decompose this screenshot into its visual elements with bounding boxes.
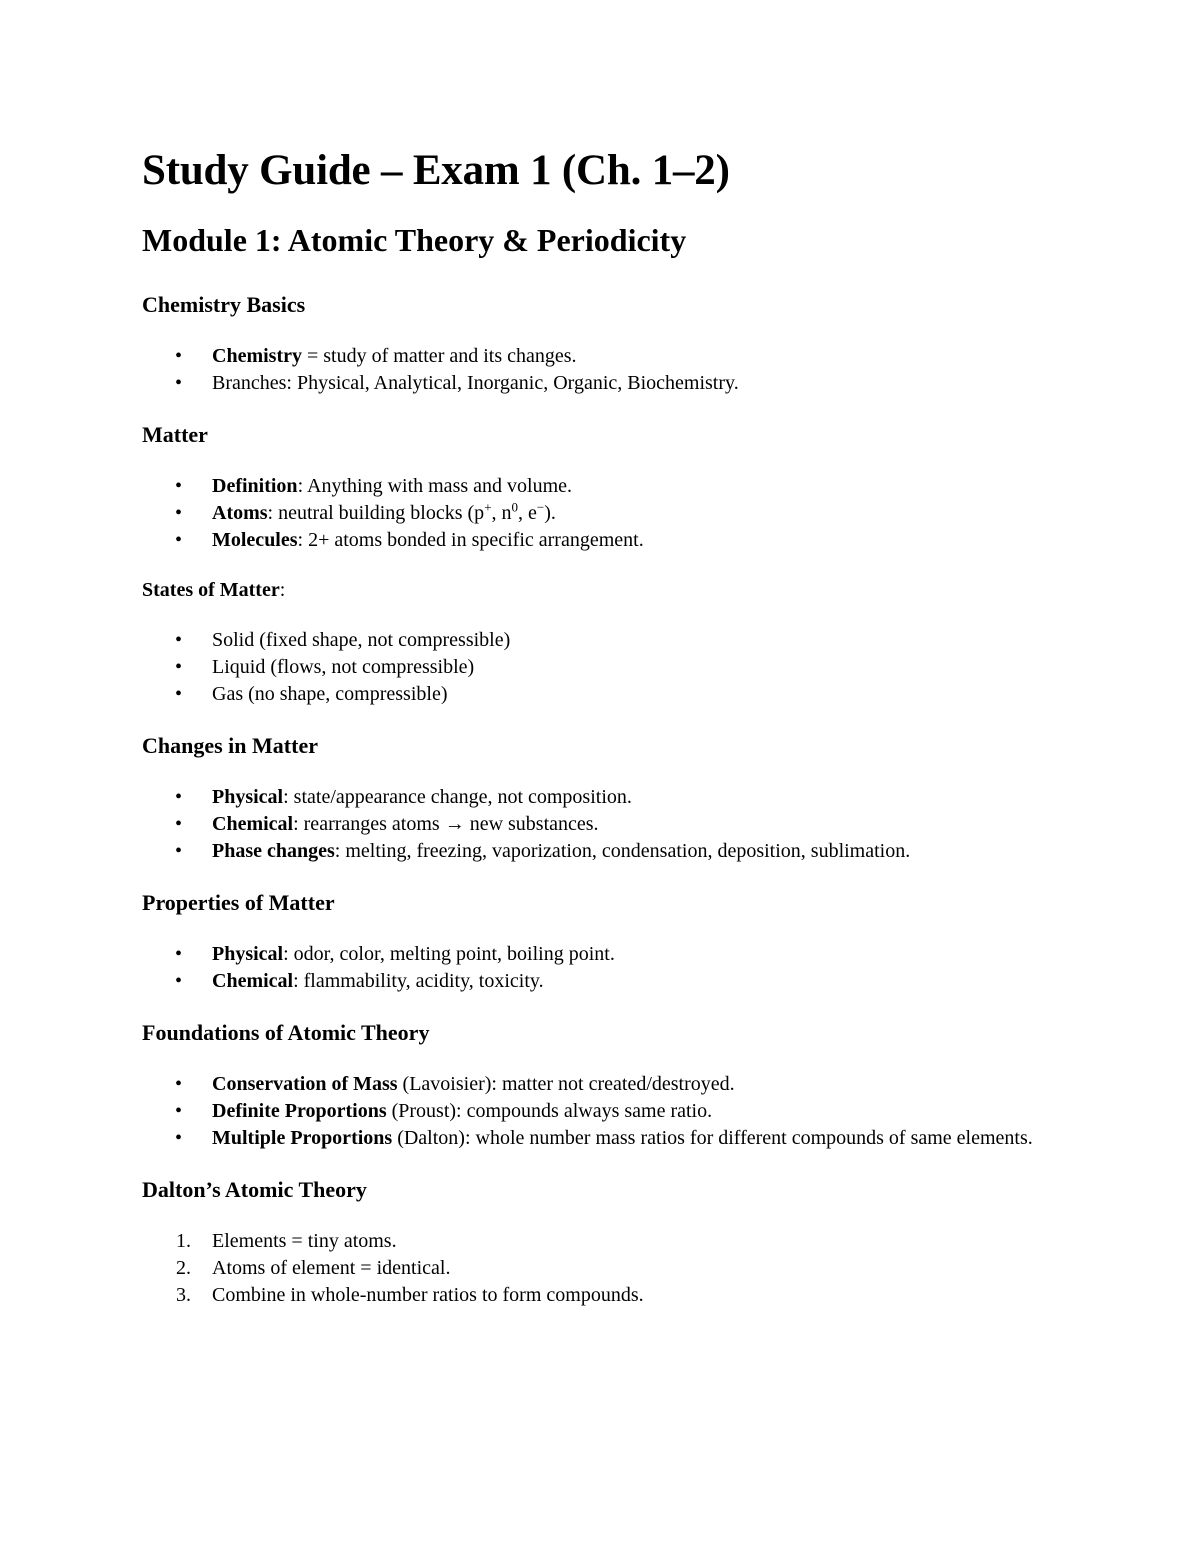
bullet-icon: • [175,656,183,678]
list-number: 1. [176,1230,191,1252]
list-number: 2. [176,1257,191,1279]
chemistry-basics-list [142,343,1042,397]
bullet-icon: • [175,475,183,497]
item-text: : odor, color, melting point, boiling point. [283,943,615,965]
term: Chemical [212,970,294,992]
term: Multiple Proportions [212,1127,393,1149]
section-heading-changes-in-matter: Changes in Matter [142,733,318,758]
list-item [142,473,1042,500]
bullet-icon: • [175,1073,183,1095]
item-text: (Proust): compounds always same ratio. [386,1100,713,1122]
list-item [142,654,1042,681]
section-heading-chemistry-basics: Chemistry Basics [142,292,306,317]
list-number: 3. [176,1284,191,1306]
item-text: : neutral building blocks (p [267,502,485,524]
item-text: : melting, freezing, vaporization, condensation, deposition, sublimation. [334,840,911,862]
item-text: : state/appearance change, not composition. [283,786,632,808]
bullet-icon: • [175,813,183,835]
foundations-list [142,1071,1042,1152]
matter-list [142,473,1042,554]
bullet-icon: • [175,786,183,808]
states-list [142,627,1042,708]
list-item [142,681,1042,708]
term: Definite Proportions [212,1100,387,1122]
list-item [142,1282,1042,1309]
list-item [142,370,1042,397]
list-item [142,1125,1042,1152]
term: Molecules [212,529,298,551]
item-text: : Anything with mass and volume. [297,475,572,497]
term: Conservation of Mass [212,1073,398,1095]
list-item [142,941,1042,968]
subsection-heading-states-of-matter [142,576,1042,605]
term: Atoms [212,502,268,524]
item-text: : rearranges atoms → new substances. [293,813,599,835]
list-item [142,343,1042,370]
item-text: = study of matter and its changes. [301,345,577,367]
bullet-icon: • [175,1100,183,1122]
list-item [142,1255,1042,1282]
module-heading: Module 1: Atomic Theory & Periodicity [142,222,687,258]
list-item [142,838,1042,865]
item-text: Gas (no shape, compressible) [212,683,448,705]
item-text: Combine in whole-number ratios to form compounds. [212,1284,644,1306]
item-text: : 2+ atoms bonded in specific arrangement. [297,529,644,551]
item-text: ). [544,502,556,524]
list-item [142,1098,1042,1125]
item-text: Elements = tiny atoms. [212,1230,397,1252]
section-heading-foundations: Foundations of Atomic Theory [142,1020,430,1045]
term: Chemical [212,813,294,835]
term: Physical [212,943,284,965]
section-heading-daltons-atomic-theory: Dalton’s Atomic Theory [142,1177,367,1202]
bullet-icon: • [175,529,183,551]
changes-list [142,784,1042,865]
bullet-icon: • [175,840,183,862]
section-heading-matter: Matter [142,422,208,447]
list-item [142,627,1042,654]
bullet-icon: • [175,629,183,651]
item-text: : flammability, acidity, toxicity. [293,970,544,992]
list-item [142,500,1042,527]
item-text: Branches: Physical, Analytical, Inorganic, Organic, Biochemistry. [212,372,739,394]
superscript: 0 [511,499,519,515]
item-text: (Lavoisier): matter not created/destroyed. [397,1073,735,1095]
bullet-icon: • [175,1127,183,1149]
list-item [142,968,1042,995]
properties-list [142,941,1042,995]
item-text: Solid (fixed shape, not compressible) [212,629,511,651]
term: Physical [212,786,284,808]
bullet-icon: • [175,970,183,992]
list-item [142,527,1042,554]
term: Chemistry [212,345,302,367]
superscript: + [484,499,492,515]
list-item [142,1228,1042,1255]
item-text: , n [491,502,512,524]
item-text: Liquid (flows, not compressible) [212,656,475,678]
list-item [142,1071,1042,1098]
bullet-icon: • [175,502,183,524]
bullet-icon: • [175,345,183,367]
bullet-icon: • [175,683,183,705]
item-text: (Dalton): whole number mass ratios for different compounds of same elements. [392,1127,1033,1149]
subsection-colon: : [279,579,286,601]
item-text: Atoms of element = identical. [212,1257,451,1279]
bullet-icon: • [175,943,183,965]
subsection-label: States of Matter [142,579,280,601]
section-heading-properties-of-matter: Properties of Matter [142,890,335,915]
page-title: Study Guide – Exam 1 (Ch. 1–2) [142,147,730,194]
dalton-list [142,1228,1042,1309]
superscript: − [536,499,545,515]
item-text: , e [518,502,537,524]
document-page [142,140,1042,1309]
bullet-icon: • [175,372,183,394]
term: Definition [212,475,298,497]
list-item [142,811,1042,838]
list-item [142,784,1042,811]
term: Phase changes [212,840,335,862]
